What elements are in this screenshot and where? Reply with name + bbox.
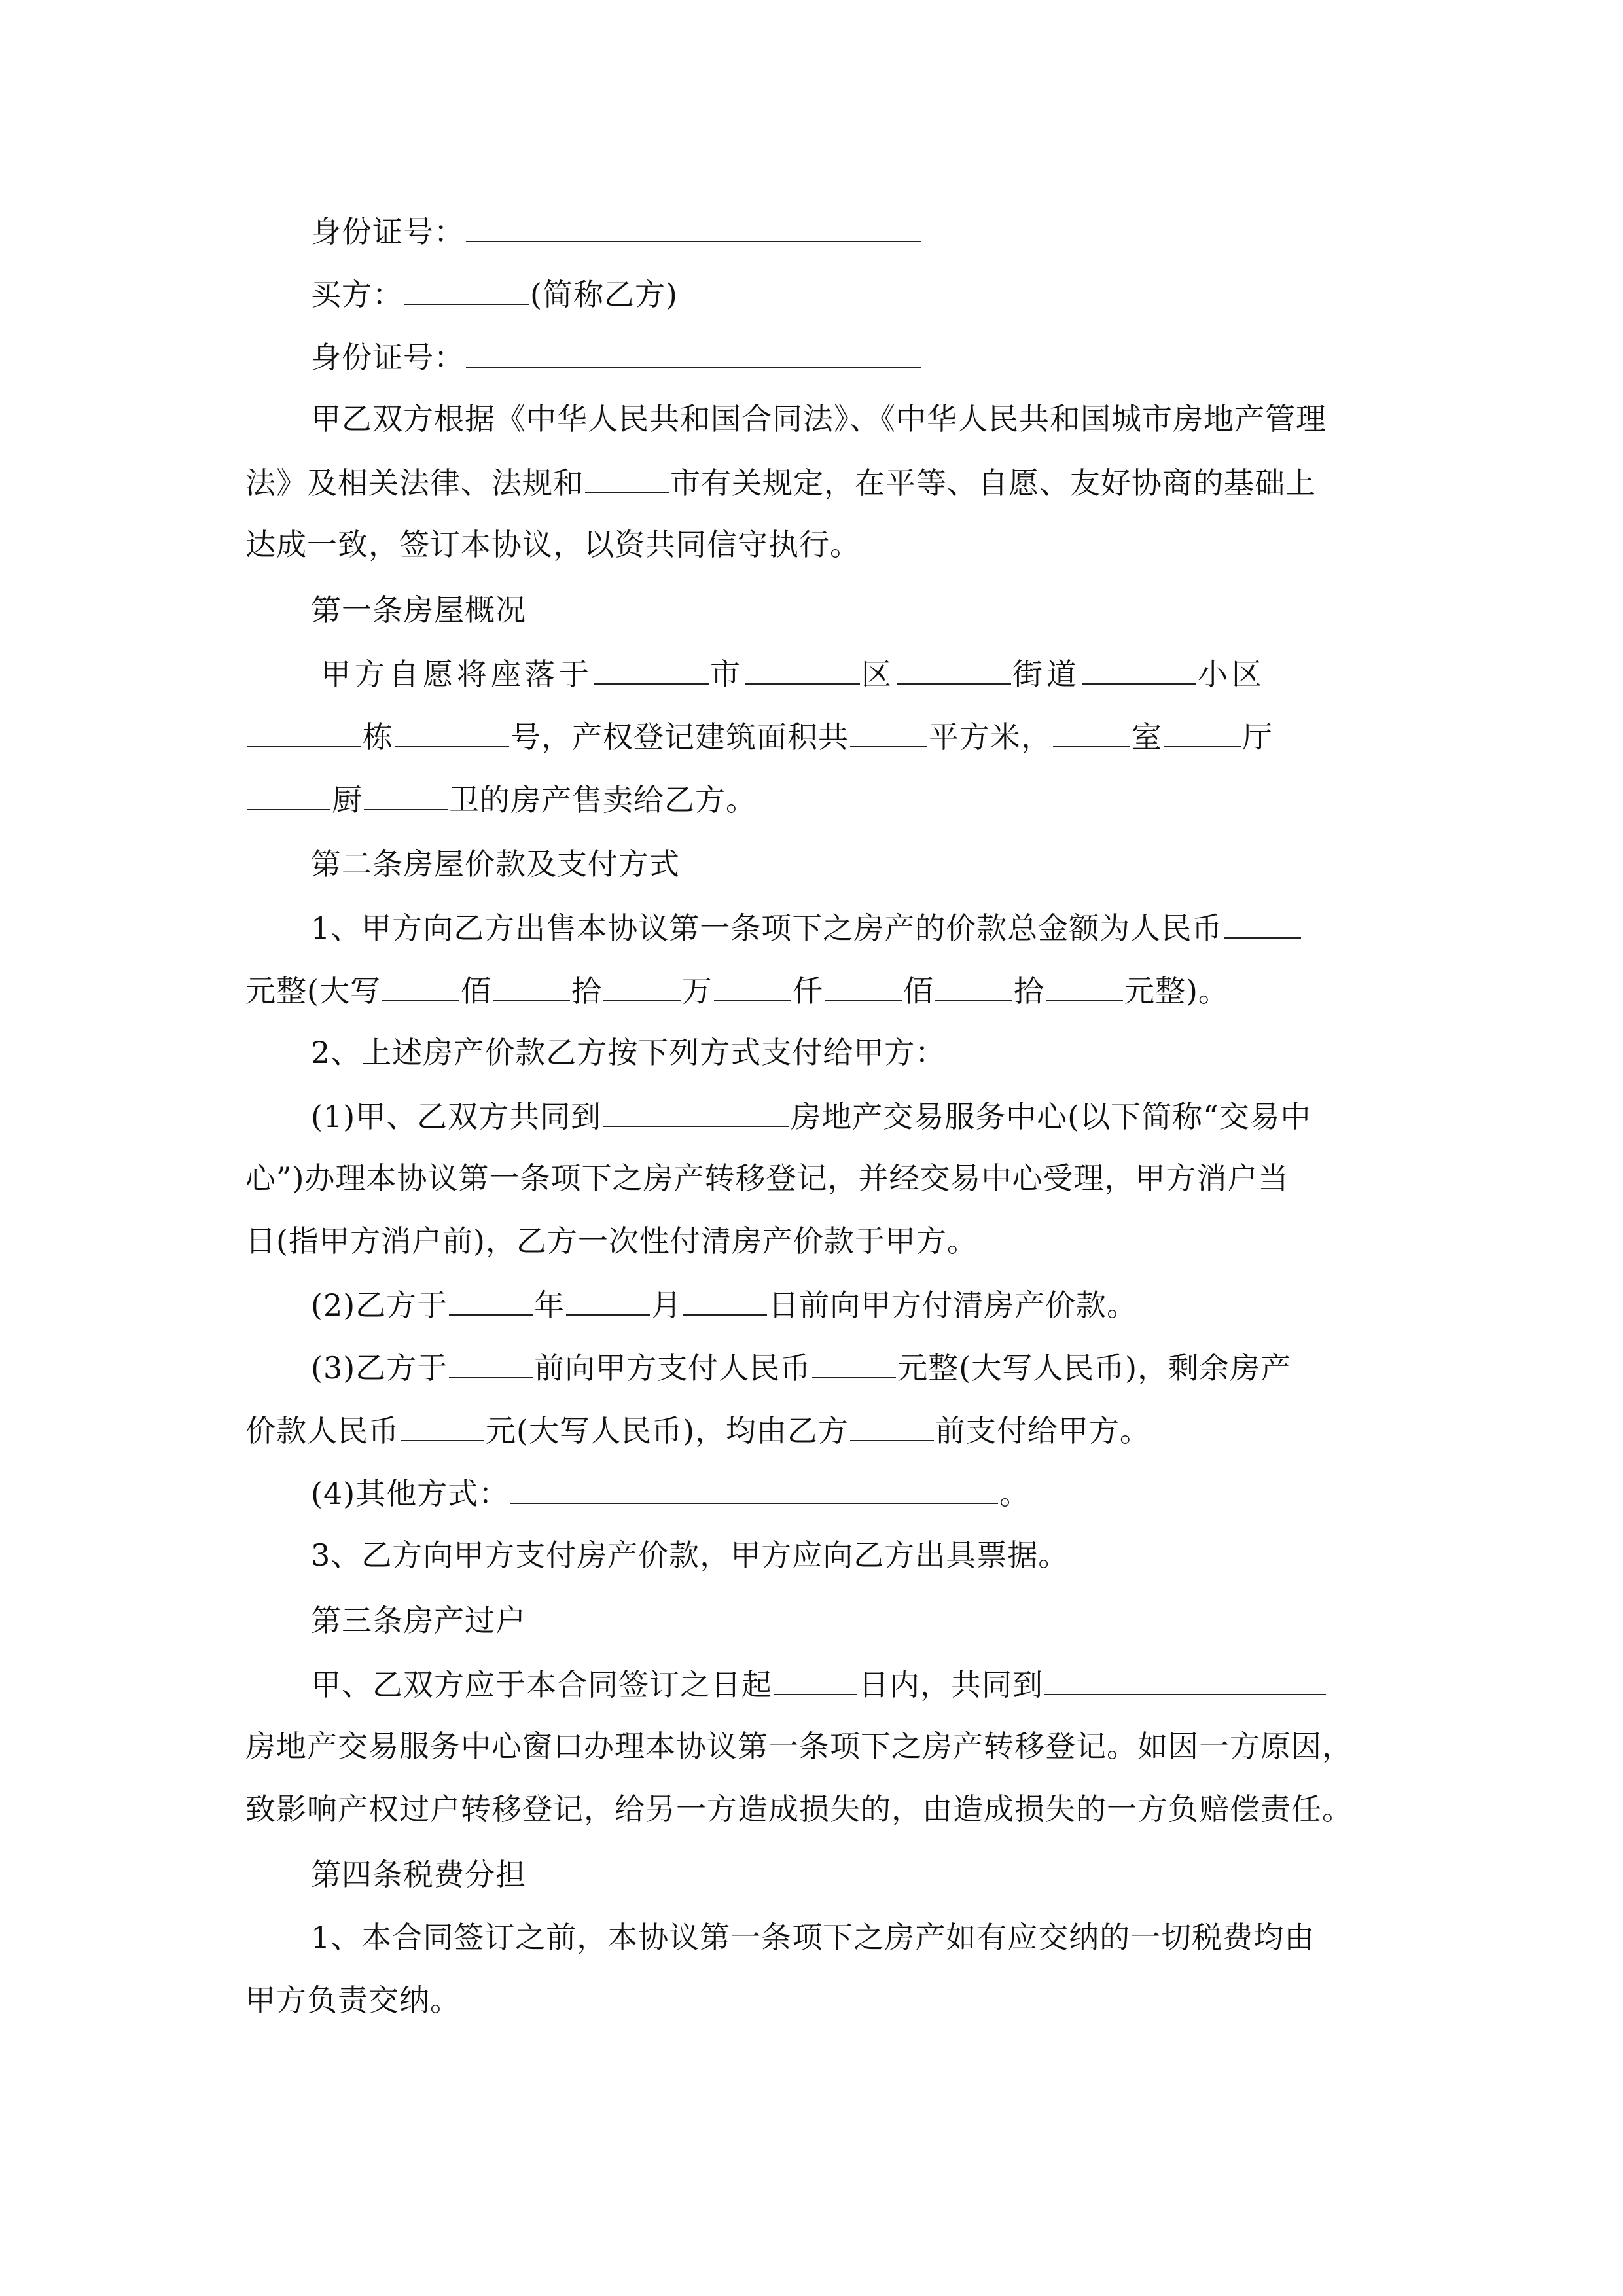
buyer-abbrev: (简称乙方) xyxy=(530,277,678,312)
article2-title xyxy=(311,844,680,884)
a2-p1-h: 元整)。 xyxy=(1124,973,1229,1009)
a1-bath-blank[interactable] xyxy=(364,779,448,810)
a1-text-c: 区 xyxy=(861,656,895,692)
buyer-line xyxy=(311,274,678,314)
a1-text-d: 街道 xyxy=(1012,656,1080,692)
a2-s-blank[interactable] xyxy=(935,970,1012,1001)
a2-total-blank[interactable] xyxy=(1224,907,1301,939)
a2-o1-line2: 心”)办理本协议第一条项下之房产转移登记，并经交易中心受理，甲方消户当 xyxy=(245,1160,1289,1196)
article2-o1-line-2 xyxy=(245,1158,1289,1198)
a2-p2-text: 2、上述房产价款乙方按下列方式支付给甲方： xyxy=(311,1035,946,1070)
a3-text-a: 甲、乙双方应于本合同签订之日起 xyxy=(311,1667,772,1702)
buyer-id-blank[interactable] xyxy=(466,336,921,368)
a1-text-g: 号，产权登记建筑面积共 xyxy=(510,719,849,755)
a1-text-h: 平方米， xyxy=(929,719,1052,755)
intro-line-3 xyxy=(245,525,861,564)
a2-q-blank[interactable] xyxy=(714,970,791,1001)
a3-text-l3: 致影响产权过户转移登记，给另一方造成损失的，由造成损失的一方负赔偿责任。 xyxy=(245,1791,1353,1827)
article2-o1-line-1 xyxy=(311,1096,1311,1136)
a2-o3-date-blank[interactable] xyxy=(449,1347,533,1378)
a2-w-blank[interactable] xyxy=(603,970,681,1001)
a1-halls-blank[interactable] xyxy=(1164,716,1241,747)
buyer-label: 买方： xyxy=(311,277,403,312)
a3-center-blank[interactable] xyxy=(1044,1664,1326,1695)
a2-o3-c: 元整(大写人民币)，剩余房产 xyxy=(897,1350,1292,1386)
a2-p1-b: 佰 xyxy=(460,973,491,1009)
a2-o3-a: (3)乙方于 xyxy=(311,1350,448,1386)
article1-line-3 xyxy=(245,779,757,819)
a2-year-blank[interactable] xyxy=(449,1284,533,1316)
a3-text-l2: 房地产交易服务中心窗口办理本协议第一条项下之房产转移登记。如因一方原因， xyxy=(245,1729,1353,1764)
a1-street-blank[interactable] xyxy=(897,653,1011,685)
article1-heading: 第一条房屋概况 xyxy=(311,592,526,628)
city-blank[interactable] xyxy=(585,462,669,493)
a1-text-e: 小区 xyxy=(1198,656,1266,692)
a2-p1-g: 拾 xyxy=(1013,973,1044,1009)
a1-text-f: 栋 xyxy=(363,719,393,755)
seller-id-blank[interactable] xyxy=(466,211,921,242)
article3-heading: 第三条房产过户 xyxy=(311,1603,526,1638)
a1-area-blank[interactable] xyxy=(850,716,927,747)
a2-o2-a: (2)乙方于 xyxy=(311,1287,448,1323)
a3-text-b: 日内，共同到 xyxy=(859,1667,1043,1702)
buyer-id-label: 身份证号： xyxy=(311,340,465,375)
a2-sw-blank[interactable] xyxy=(493,970,570,1001)
article2-p2 xyxy=(311,1033,946,1072)
a1-kitchen-blank[interactable] xyxy=(247,779,330,810)
a2-y-blank[interactable] xyxy=(1046,970,1123,1001)
a4-text-l2: 甲方负责交纳。 xyxy=(245,1982,461,2018)
article4-title xyxy=(311,1855,526,1894)
a2-o1-b: 房地产交易服务中心(以下简称“交易中 xyxy=(791,1099,1311,1134)
article2-o3-line-1 xyxy=(311,1347,1291,1388)
a1-community-blank[interactable] xyxy=(1082,653,1196,685)
article2-heading: 第二条房屋价款及支付方式 xyxy=(311,846,680,882)
intro-text-2a: 法》及相关法律、法规和 xyxy=(245,465,584,501)
article2-o4 xyxy=(311,1473,1030,1513)
seller-id-label: 身份证号： xyxy=(311,214,465,249)
article3-line-1 xyxy=(311,1664,1327,1704)
article3-title xyxy=(311,1601,526,1640)
a2-other-blank[interactable] xyxy=(510,1473,998,1504)
intro-text-1: 甲乙双方根据《中华人民共和国合同法》、《中华人民共和国城市房地产管理 xyxy=(311,401,1327,437)
article1-line-1 xyxy=(321,653,1266,694)
article3-line-2 xyxy=(245,1727,1353,1766)
a2-o1-line3: 日(指甲方消户前)，乙方一次性付清房产价款于甲方。 xyxy=(245,1223,978,1259)
a2-p1-text: 1、甲方向乙方出售本协议第一条项下之房产的价款总金额为人民币 xyxy=(311,910,1223,946)
a1-text-b: 市 xyxy=(710,656,744,692)
a2-p1-a: 元整(大写 xyxy=(245,973,381,1009)
article1-line-2 xyxy=(245,716,1273,757)
a1-text-a: 甲方自愿将座落于 xyxy=(321,656,593,692)
a1-district-blank[interactable] xyxy=(745,653,860,685)
intro-text-3: 达成一致，签订本协议，以资共同信守执行。 xyxy=(245,527,861,562)
article3-line-3 xyxy=(245,1789,1353,1829)
a2-p1-d: 万 xyxy=(681,973,713,1009)
intro-line-1 xyxy=(311,399,1327,439)
article2-o3-line-2 xyxy=(245,1410,1150,1450)
a2-o3-rest-date-blank[interactable] xyxy=(850,1410,934,1441)
article4-p1-line-1 xyxy=(311,1918,1315,1957)
a2-b-blank[interactable] xyxy=(825,970,902,1001)
article1-title xyxy=(311,590,526,630)
seller-id-line xyxy=(311,211,922,251)
a1-building-blank[interactable] xyxy=(247,716,361,747)
a4-text-l1: 1、本合同签订之前，本协议第一条项下之房产如有应交纳的一切税费均由 xyxy=(311,1920,1315,1955)
a2-o4-a: (4)其他方式： xyxy=(311,1476,510,1511)
a2-o3-rest-blank[interactable] xyxy=(401,1410,484,1441)
a1-text-j: 厅 xyxy=(1242,719,1273,755)
a1-number-blank[interactable] xyxy=(395,716,509,747)
a2-o2-c: 月 xyxy=(651,1287,683,1323)
a1-text-l: 卫的房产售卖给乙方。 xyxy=(449,782,757,817)
a2-o3-amount-blank[interactable] xyxy=(812,1347,896,1378)
article4-heading: 第四条税费分担 xyxy=(311,1857,526,1892)
a2-o2-b: 年 xyxy=(534,1287,565,1323)
a2-day-blank[interactable] xyxy=(683,1284,767,1316)
a2-o2-d: 日前向甲方付清房产价款。 xyxy=(768,1287,1138,1323)
article2-p3 xyxy=(311,1535,1069,1575)
buyer-id-line xyxy=(311,336,922,377)
a2-o4-b: 。 xyxy=(999,1476,1031,1511)
a3-days-blank[interactable] xyxy=(774,1664,857,1695)
a2-p1-f: 佰 xyxy=(902,973,934,1009)
a2-p1-c: 拾 xyxy=(571,973,602,1009)
article2-o2 xyxy=(311,1284,1137,1325)
a2-o3-e: 元(大写人民币)，均由乙方 xyxy=(486,1413,849,1448)
a1-text-k: 厨 xyxy=(332,782,363,817)
a2-month-blank[interactable] xyxy=(566,1284,650,1316)
a2-p3-text: 3、乙方向甲方支付房产价款，甲方应向乙方出具票据。 xyxy=(311,1537,1069,1573)
a2-o1-a: (1)甲、乙双方共同到 xyxy=(311,1099,602,1134)
intro-text-2b: 市有关规定，在平等、自愿、友好协商的基础上 xyxy=(670,465,1316,501)
a2-o3-d: 价款人民币 xyxy=(245,1413,399,1448)
a2-p1-e: 仟 xyxy=(792,973,823,1009)
a1-rooms-blank[interactable] xyxy=(1053,716,1130,747)
a2-center-blank[interactable] xyxy=(603,1096,789,1127)
a2-bw-blank[interactable] xyxy=(382,970,459,1001)
article2-p1-line-2 xyxy=(245,970,1229,1011)
intro-line-2 xyxy=(245,462,1316,503)
a1-city-blank[interactable] xyxy=(594,653,709,685)
article2-o1-line-3 xyxy=(245,1221,978,1261)
a2-o3-b: 前向甲方支付人民币 xyxy=(534,1350,812,1386)
a1-text-i: 室 xyxy=(1132,719,1162,755)
buyer-name-blank[interactable] xyxy=(404,274,529,305)
article4-p1-line-2 xyxy=(245,1981,461,2020)
a2-o3-f: 前支付给甲方。 xyxy=(935,1413,1150,1448)
article2-p1-line-1 xyxy=(311,907,1302,948)
